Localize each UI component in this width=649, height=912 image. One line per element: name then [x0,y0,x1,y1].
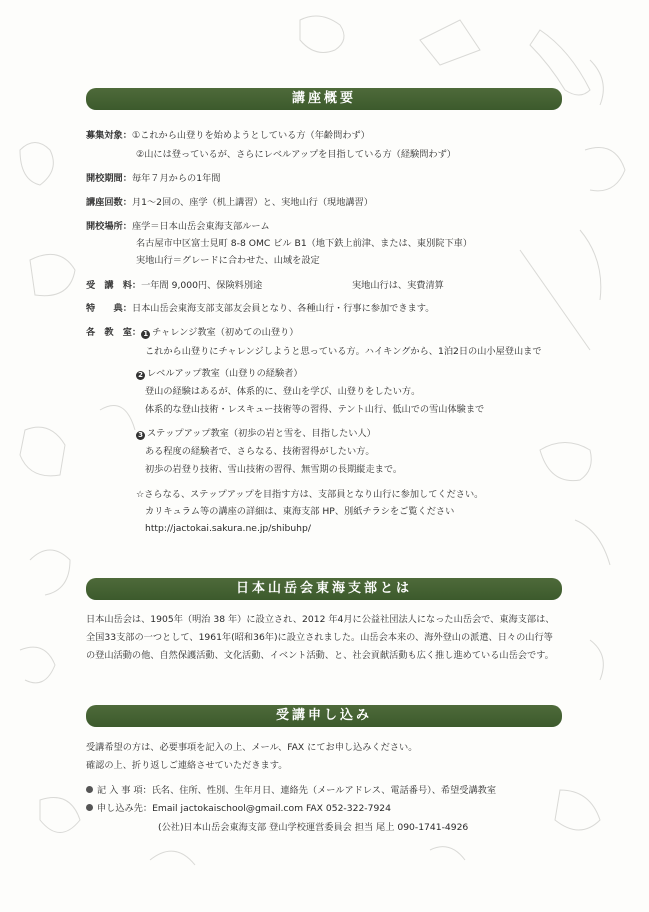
class2-title: レベルアップ教室（山登りの経験者） [147,368,303,379]
class3-title: ステップアップ教室（初歩の岩と雪を、目指したい人） [147,428,376,439]
recruit-text-1: ①これから山登りを始めようとしている方（年齢問わず） [131,130,370,141]
fee-row [86,280,262,292]
place-row [86,221,270,233]
apply-intro-2: 確認の上、折り返しご連絡させていただきます。 [86,760,288,771]
place-text-3: 実地山行＝グレードに合わせた、山域を設定 [136,255,320,266]
period-label: 開校期間： [86,173,132,184]
fee-extra-text: 実地山行は、実費清算 [352,280,444,291]
place-label: 開校場所： [86,221,132,232]
about-text-2: 全国33支部の一つとして、1961年(昭和36年)に設立されました。山岳会本来の、海外登山の派遣、日々の山行等 [86,632,553,643]
benefit-label: 特 典： [86,303,132,314]
fee-text: 一年間 9,000円、保険料別途 [141,280,263,291]
place-text-1: 座学＝日本山岳会東海支部ルーム [131,221,270,232]
bullet-dot-icon [86,786,93,793]
class3-title-row [136,428,376,440]
apply-items-text: 氏名、住所、性別、生年月日、連絡先（メールアドレス、電話番号）、希望受講教室 [151,785,497,796]
bullet-dot-icon [86,804,93,811]
recruit-text-2: ②山には登っているが、さらにレベルアップを目指している方（経験問わず） [136,149,456,160]
benefit-row [86,303,434,315]
note-text-1: ☆さらなる、ステップアップを目指す方は、支部員となり山行に参加してください。 [136,489,484,500]
section-banner-apply: 受講申し込み [86,705,562,727]
class1-number-badge: 1 [141,330,150,339]
class2-number-badge: 2 [136,371,145,380]
section-banner-overview: 講座概要 [86,88,562,110]
apply-items-label: 記 入 事 項： [97,785,152,796]
fee-label: 受 講 料： [86,280,142,291]
about-text-3: の登山活動の他、自然保護活動、文化活動、イベント活動、と、社会貢献活動も広く推し進めている山岳会です。 [86,650,554,661]
benefit-text: 日本山岳会東海支部支部友会員となり、各種山行・行事に参加できます。 [131,303,435,314]
recruit-row [86,130,370,142]
recruit-label: 募集対象： [86,130,132,141]
apply-items-row [86,785,496,797]
count-row [86,197,373,209]
apply-contact-row [86,803,391,815]
class1-desc: これから山登りにチャレンジしようと思っている方。ハイキングから、1泊2日の山小屋登山まで [145,346,542,357]
classes-label: 各 教 室： [86,327,142,338]
apply-contact-text[interactable]: Email jactokaischool@gmail.com FAX 052-322-7924 [152,803,391,814]
count-label: 講座回数： [86,197,132,208]
class3-desc-1: ある程度の経験者で、さらなる、技術習得がしたい方。 [145,446,375,457]
class1-title: チャレンジ教室（初めての山登り） [152,327,299,338]
period-row [86,173,220,185]
note-text-2: カリキュラム等の講座の詳細は、東海支部 HP、別紙チラシをご覧ください [145,506,455,517]
section-banner-about: 日本山岳会東海支部とは [86,578,562,600]
classes-row [86,327,298,339]
organization-contact: (公社)日本山岳会東海支部 登山学校運営委員会 担当 尾上 090-1741-4926 [158,822,469,833]
about-text-1: 日本山岳会は、1905年（明治 38 年）に設立され、2012 年4月に公益社団法人になった山岳会で、東海支部は、 [86,614,555,625]
period-text: 毎年７月からの1年間 [131,173,221,184]
count-text: 月1～2回の、座学（机上講習）と、実地山行（現地講習） [131,197,373,208]
class2-desc-1: 登山の経験はあるが、体系的に、登山を学び、山登りをしたい方。 [145,386,421,397]
place-text-2: 名古屋市中区富士見町 8-8 OMC ビル B1（地下鉄上前津、または、東別院下車） [136,238,473,249]
class3-desc-2: 初歩の岩登り技術、雪山技術の習得、無雪期の長期縦走まで。 [145,464,403,475]
class2-title-row [136,368,303,380]
apply-contact-label: 申し込み先： [97,803,153,814]
apply-intro-1: 受講希望の方は、必要事項を記入の上、メール、FAX にてお申し込みください。 [86,742,418,753]
class3-number-badge: 3 [136,431,145,440]
class2-desc-2: 体系的な登山技術・レスキュー技術等の習得、テント山行、低山での雪山体験まで [145,404,485,415]
homepage-url-link[interactable]: http://jactokai.sakura.ne.jp/shibuhp/ [145,523,311,534]
